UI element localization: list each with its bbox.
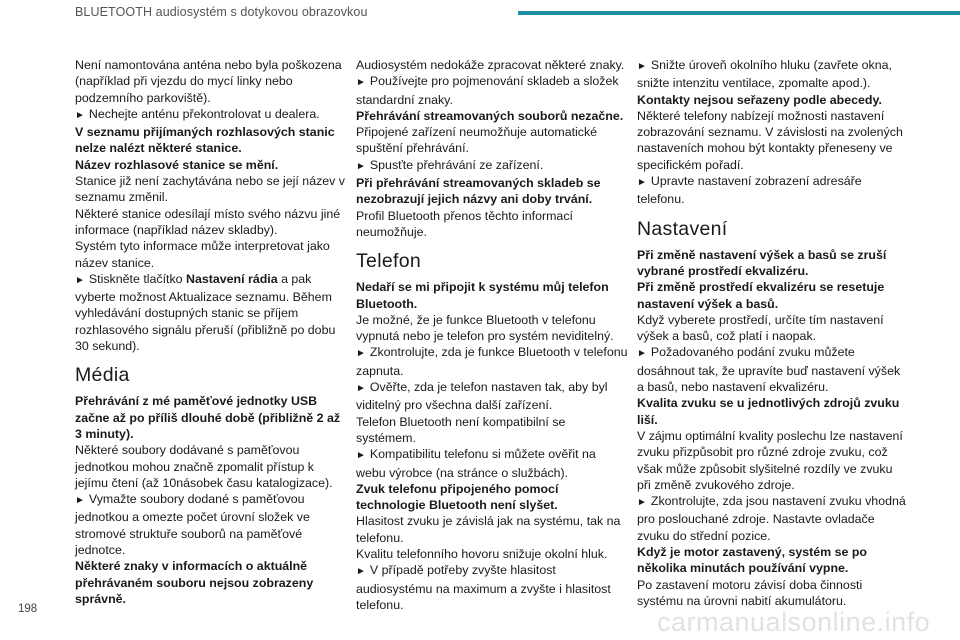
action-step-text: Požadovaného podání zvuku můžete dosáhnout tak, že upravíte buď nastavení výšek a basů, nebo nastavení ekvalizéru. — [637, 345, 901, 395]
problem-statement: Kvalita zvuku se u jednotlivých zdrojů zvuku liší. — [637, 396, 900, 427]
paragraph: Některé soubory dodávané s paměťovou jednotkou mohou značně zpomalit přístup k jejímu čtení (až 10násobek času katalogizace). — [75, 443, 333, 490]
problem-statement: Zvuk telefonu připojeného pomocí technologie Bluetooth není slyšet. — [356, 481, 559, 513]
paragraph: Když vyberete prostředí, určíte tím nastavení výšek a basů, což platí i naopak. — [637, 312, 884, 344]
action-step — [637, 57, 909, 92]
arrow-bullet-icon: ► — [356, 566, 366, 578]
page-header — [75, 0, 960, 34]
paragraph: Profil Bluetooth přenos těchto informací neumožňuje. — [356, 208, 573, 239]
action-step-text: a pak vyberte možnost Aktualizace seznamu. Během vyhledávání dostupných stanic se příjem rozhlasového signálu přeruší (přibližně po dobu 30 sekund). — [75, 271, 336, 354]
problem-statement: Přehrávání z mé paměťové jednotky USB začne až po příliš dlouhé době (přibližně 2 až 3 minuty). — [75, 394, 341, 441]
action-step — [356, 73, 628, 108]
paragraph: Je možné, že je funkce Bluetooth v telefonu vypnutá nebo je telefon pro systém neviditelný. — [356, 312, 614, 344]
action-step-text: Spusťte přehrávání ze zařízení. — [369, 157, 544, 172]
action-step — [637, 493, 909, 544]
arrow-bullet-icon: ► — [637, 348, 647, 360]
text-column-2 — [356, 57, 628, 613]
arrow-bullet-icon: ► — [75, 274, 85, 286]
header-title: BLUETOOTH audiosystém s dotykovou obrazovkou — [75, 5, 368, 19]
problem-statement: Nedaří se mi připojit k systému můj telefon Bluetooth. — [356, 280, 609, 311]
arrow-bullet-icon: ► — [637, 177, 647, 189]
paragraph: Některé telefony nabízejí možnosti nastavení zobrazování seznamu. V závislosti na zvolených nastaveních mohou být kontakty přeneseny ve specifickém pořadí. — [637, 108, 903, 172]
problem-statement: V seznamu přijímaných rozhlasových stanic nelze nalézt některé stanice. — [75, 125, 335, 156]
action-step — [75, 271, 347, 354]
arrow-bullet-icon: ► — [75, 109, 85, 121]
paragraph: Připojené zařízení neumožňuje automatické spuštění přehrávání. — [356, 125, 598, 156]
action-step — [637, 344, 909, 395]
action-step-text: Kompatibilitu telefonu si můžete ověřit na webu výrobce (na stránce o službách). — [356, 447, 596, 480]
paragraph: Hlasitost zvuku je závislá jak na systému, tak na telefonu. — [356, 514, 621, 545]
section-heading: Telefon — [356, 250, 421, 273]
problem-statement: Při změně prostředí ekvalizéru se resetuje nastavení výšek a basů. — [637, 280, 885, 311]
paragraph: Po zastavení motoru závisí doba činnosti systému na úrovni nabití akumulátoru. — [637, 577, 863, 608]
action-step — [356, 157, 628, 175]
header-accent-bar — [518, 11, 960, 15]
action-step-text: Ověřte, zda je telefon nastaven tak, aby byl viditelný pro všechna další zařízení. — [356, 380, 608, 413]
problem-statement: Při změně nastavení výšek a basů se zruší vybrané prostředí ekvalizéru. — [637, 247, 887, 278]
arrow-bullet-icon: ► — [356, 348, 366, 360]
action-step-text: Nechejte anténu překontrolovat u dealera. — [88, 106, 320, 121]
paragraph: Systém tyto informace může interpretovat jako název stanice. — [75, 239, 330, 270]
action-step — [75, 106, 347, 124]
action-step-text: Upravte nastavení zobrazení adresáře telefonu. — [637, 174, 862, 207]
action-step-text: Zkontrolujte, zda je funkce Bluetooth v telefonu zapnuta. — [356, 345, 628, 378]
problem-statement: Kontakty nejsou seřazeny podle abecedy. — [637, 92, 882, 107]
watermark-logo: carmanualsonline.info — [657, 607, 931, 637]
action-step — [356, 379, 628, 414]
paragraph: Stanice již není zachytávána nebo se její název v seznamu změnil. — [75, 174, 346, 205]
problem-statement: Některé znaky v informacích o aktuálně přehrávaném souboru nejsou zobrazeny správně. — [75, 559, 314, 606]
arrow-bullet-icon: ► — [75, 495, 85, 507]
action-step-text: Stiskněte tlačítko — [88, 271, 187, 286]
arrow-bullet-icon: ► — [637, 497, 647, 509]
paragraph: Kvalitu telefonního hovoru snižuje okolní hluk. — [356, 547, 608, 562]
text-column-1 — [75, 57, 347, 607]
action-step-text: V případě potřeby zvyšte hlasitost audiosystému na maximum a zvyšte i hlasitost telefonu. — [356, 563, 611, 612]
section-heading: Média — [75, 364, 130, 387]
paragraph: Audiosystém nedokáže zpracovat některé znaky. — [356, 58, 625, 72]
section-heading: Nastavení — [637, 217, 728, 240]
action-step-text: Vymažte soubory dodané s paměťovou jednotkou a omezte počet úrovní složek ve stromové struktuře souborů na paměťové jednotce. — [75, 492, 310, 558]
problem-statement: Když je motor zastavený, systém se po několika minutách používání vypne. — [637, 545, 868, 576]
action-step — [75, 491, 347, 558]
action-step-text: Snižte úroveň okolního hluku (zavřete okna, snižte intenzitu ventilace, zpomalte apod.). — [637, 58, 892, 91]
action-step — [356, 446, 628, 481]
paragraph: V zájmu optimální kvality poslechu lze nastavení zvuku přizpůsobit pro různé zdroje zvuku, což však může způsobit slyšitelné rozdíly ve zvuku při změně zvukového zdroje. — [637, 428, 903, 492]
arrow-bullet-icon: ► — [637, 61, 647, 72]
page-number: 198 — [18, 603, 38, 615]
problem-statement: Přehrávání streamovaných souborů nezačne. — [356, 108, 624, 123]
action-step-text: Zkontrolujte, zda jsou nastavení zvuku vhodná pro poslouchané zdroje. Nastavte ovladače zvuku do střední pozice. — [637, 494, 906, 543]
arrow-bullet-icon: ► — [356, 77, 366, 89]
action-step — [356, 562, 628, 613]
text-column-3 — [637, 57, 909, 609]
paragraph: Není namontována anténa nebo byla poškozena (například při vjezdu do mycí linky nebo podzemního parkoviště). — [75, 58, 342, 105]
action-step — [356, 344, 628, 379]
paragraph: Telefon Bluetooth není kompatibilní se systémem. — [356, 414, 566, 445]
problem-statement: Název rozhlasové stanice se mění. — [75, 157, 279, 172]
arrow-bullet-icon: ► — [356, 383, 366, 395]
action-step-text: Používejte pro pojmenování skladeb a složek standardní znaky. — [356, 74, 619, 107]
arrow-bullet-icon: ► — [356, 160, 366, 172]
problem-statement: Při přehrávání streamovaných skladeb se nezobrazují jejich názvy ani doby trvání. — [356, 176, 601, 207]
button-reference: Nastavení rádia — [186, 271, 278, 286]
paragraph: Některé stanice odesílají místo svého názvu jiné informace (například název skladby). — [75, 206, 341, 237]
arrow-bullet-icon: ► — [356, 450, 366, 462]
action-step — [637, 173, 909, 208]
